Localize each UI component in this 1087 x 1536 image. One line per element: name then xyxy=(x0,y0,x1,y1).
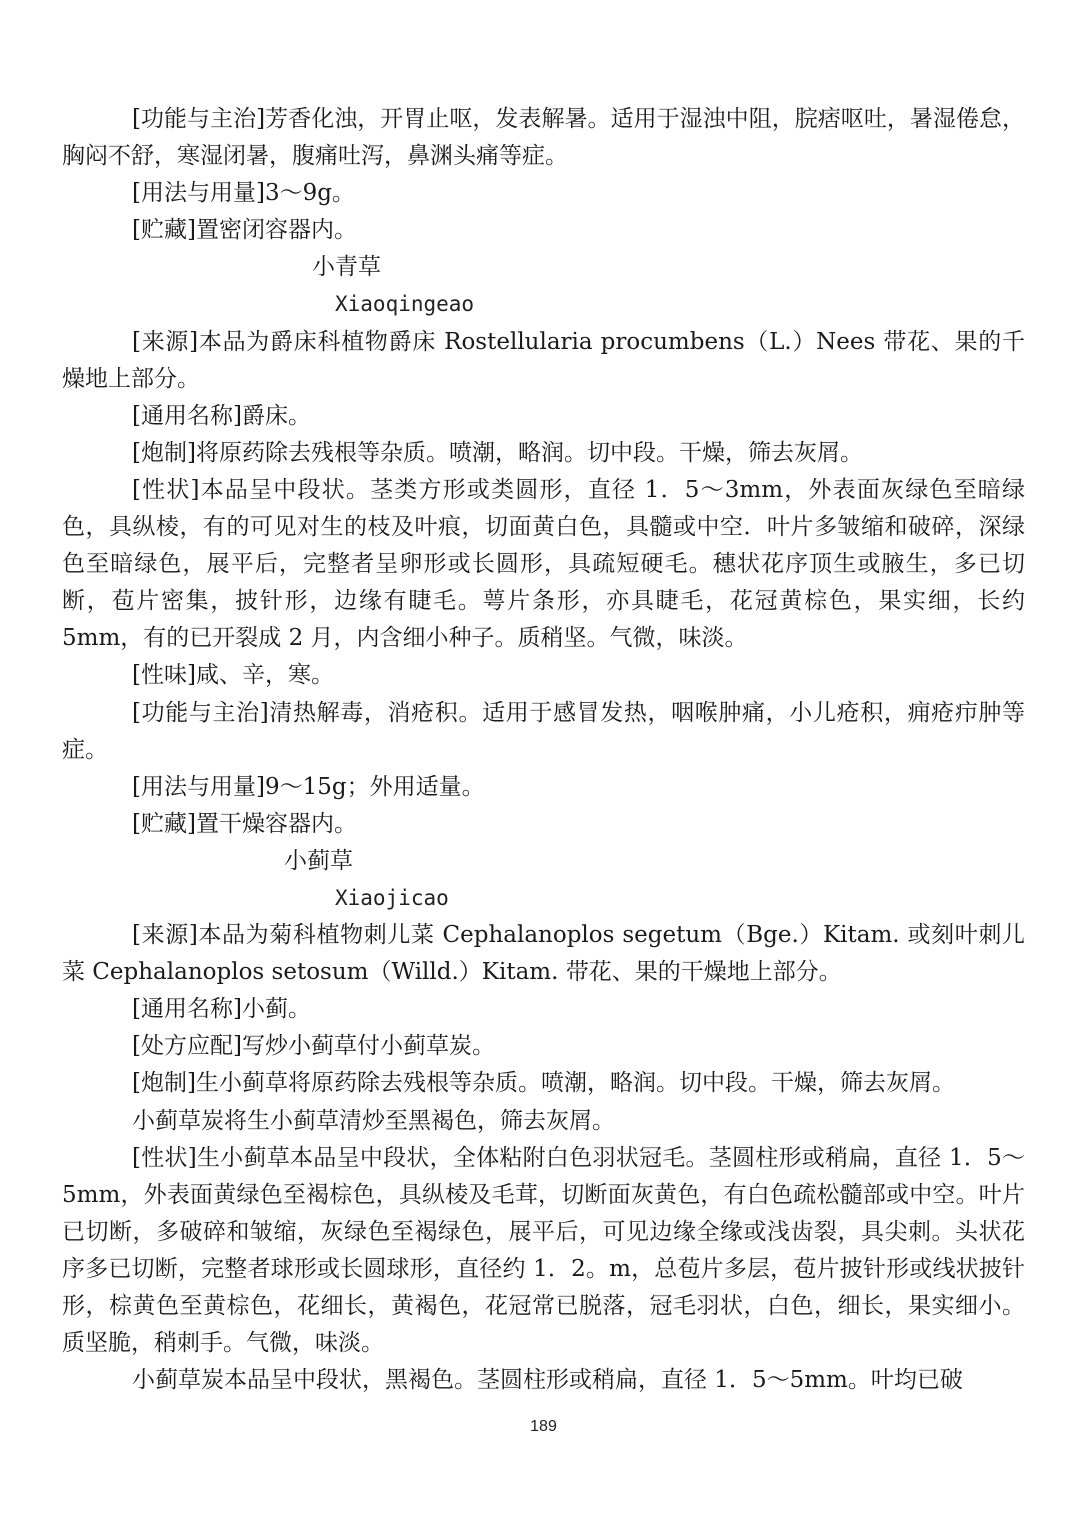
xiaojicao-source-paragraph: [来源]本品为菊科植物刺儿菜 Cephalanoplos segetum（Bge.）Kitam. 或刻叶刺儿菜 Cephalanoplos setosum（Willd.）Kitam. 带花、果的干燥地上部分。 xyxy=(62,922,1025,986)
xiaojicao-characters-charcoal-paragraph: 小蓟草炭本品呈中段状，黑褐色。茎圆柱形或稍扁，直径 1．5～5mm。叶均已破 xyxy=(132,1367,963,1394)
xiaoqingcao-storage-paragraph: [贮藏]置干燥容器内。 xyxy=(132,810,357,837)
prev-dosage-paragraph: [用法与用量]3～9g。 xyxy=(132,180,355,207)
xiaojicao-processing-charcoal-paragraph: 小蓟草炭将生小蓟草清炒至黑褐色，筛去灰屑。 xyxy=(132,1107,615,1134)
xiaoqingcao-nature-flavor-paragraph: [性味]咸、辛，寒。 xyxy=(132,662,334,689)
xiaoqingcao-functions-paragraph: [功能与主治]清热解毒，消疮积。适用于感冒发热，咽喉肿痛，小儿疮积，痈疮疖肿等症。 xyxy=(62,699,1025,763)
xiaoqingcao-source-paragraph: [来源]本品为爵床科植物爵床 Rostellularia procumbens（L.）Nees 带花、果的千燥地上部分。 xyxy=(62,328,1025,392)
entry-pinyin-xiaojicao: Xiaojicao xyxy=(335,885,449,910)
entry-title-xiaojicao: 小蓟草 xyxy=(284,847,353,874)
prev-storage-paragraph: [贮藏]置密闭容器内。 xyxy=(132,217,357,244)
xiaoqingcao-processing-paragraph: [炮制]将原药除去残根等杂质。喷潮，略润。切中段。干燥，筛去灰屑。 xyxy=(132,439,863,466)
xiaojicao-characters-paragraph: [性状]生小蓟草本品呈中段状，全体粘附白色羽状冠毛。茎圆柱形或稍扁，直径 1．5～5mm，外表面黄绿色至褐棕色，具纵棱及毛茸，切断面灰黄色，有白色疏松髓部或中空。叶片已切断，多破碎和皱缩，灰绿色至褐绿色，展平后，可见边缘全缘或浅齿裂，具尖刺。头状花序多已切断，完整者球形或长圆球形，直径约 1．2。m，总苞片多层，苞片披针形或线状披针形，棕黄色至黄棕色，花细长，黄褐色，花冠常已脱落，冠毛羽状，白色，细长，果实细小。质坚脆，稍刺手。气微，味淡。 xyxy=(62,1144,1025,1357)
prev-functions-paragraph: [功能与主治]芳香化浊，开胃止呕，发表解暑。适用于湿浊中阻，脘痞呕吐，暑湿倦怠，胸闷不舒，寒湿闭暑，腹痛吐泻，鼻渊头痛等症。 xyxy=(62,106,1025,170)
xiaojicao-common-name-paragraph: [通用名称]小蓟。 xyxy=(132,996,311,1023)
xiaojicao-prescription-paragraph: [处方应配]写炒小蓟草付小蓟草炭。 xyxy=(132,1033,495,1060)
xiaoqingcao-dosage-paragraph: [用法与用量]9～15g；外用适量。 xyxy=(132,773,485,800)
xiaojicao-processing-paragraph: [炮制]生小蓟草将原药除去残根等杂质。喷潮，略润。切中段。干燥，筛去灰屑。 xyxy=(132,1070,955,1097)
page-body xyxy=(62,101,1025,1399)
page-number: 189 xyxy=(530,1418,557,1435)
entry-pinyin-xiaoqingcao: Xiaoqingeao xyxy=(335,292,475,317)
entry-title-xiaoqingcao: 小青草 xyxy=(312,254,381,281)
xiaoqingcao-characters-paragraph: [性状]本品呈中段状。茎类方形或类圆形，直径 1．5～3mm，外表面灰绿色至暗绿色，具纵棱，有的可见对生的枝及叶痕，切面黄白色，具髓或中空．叶片多皱缩和破碎，深绿色至暗绿色，展平后，完整者呈卵形或长圆形，具疏短硬毛。穗状花序顶生或腋生，多已切断，苞片密集，披针形，边缘有睫毛。萼片条形，亦具睫毛，花冠黄棕色，果实细，长约 5mm，有的已开裂成 2 月，内含细小种子。质稍坚。气微，味淡。 xyxy=(62,476,1025,652)
xiaoqingcao-common-name-paragraph: [通用名称]爵床。 xyxy=(132,402,311,429)
